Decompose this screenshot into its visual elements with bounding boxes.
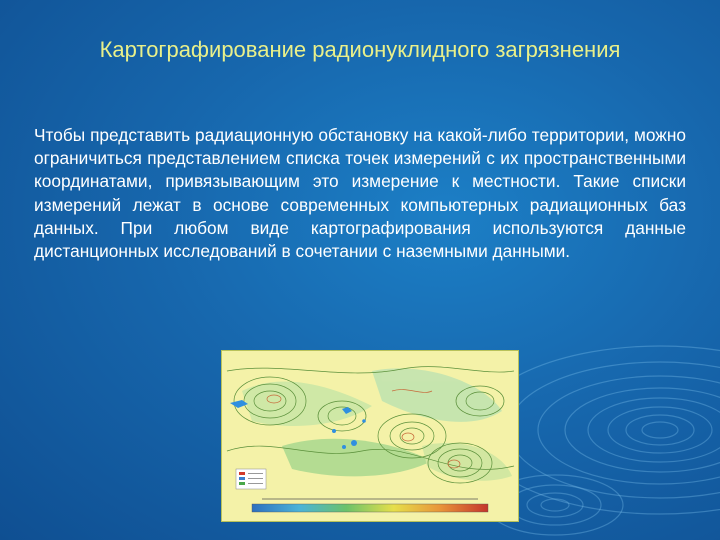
slide-title: Картографирование радионуклидного загрязнения [99,37,621,62]
slide-body-text: Чтобы представить радиационную обстановку на какой-либо территории, можно ограничиться представлением списка точек измерений с их пространственными координатами, привязывающим это измерение к местности. Такие списки измерений лежат в основе современных компьютерных радиационных баз данных. При любом виде картографирования используются данные дистанционных исследований в сочетании с наземными данными. [34,125,686,262]
contamination-contour-map-image [221,350,519,522]
